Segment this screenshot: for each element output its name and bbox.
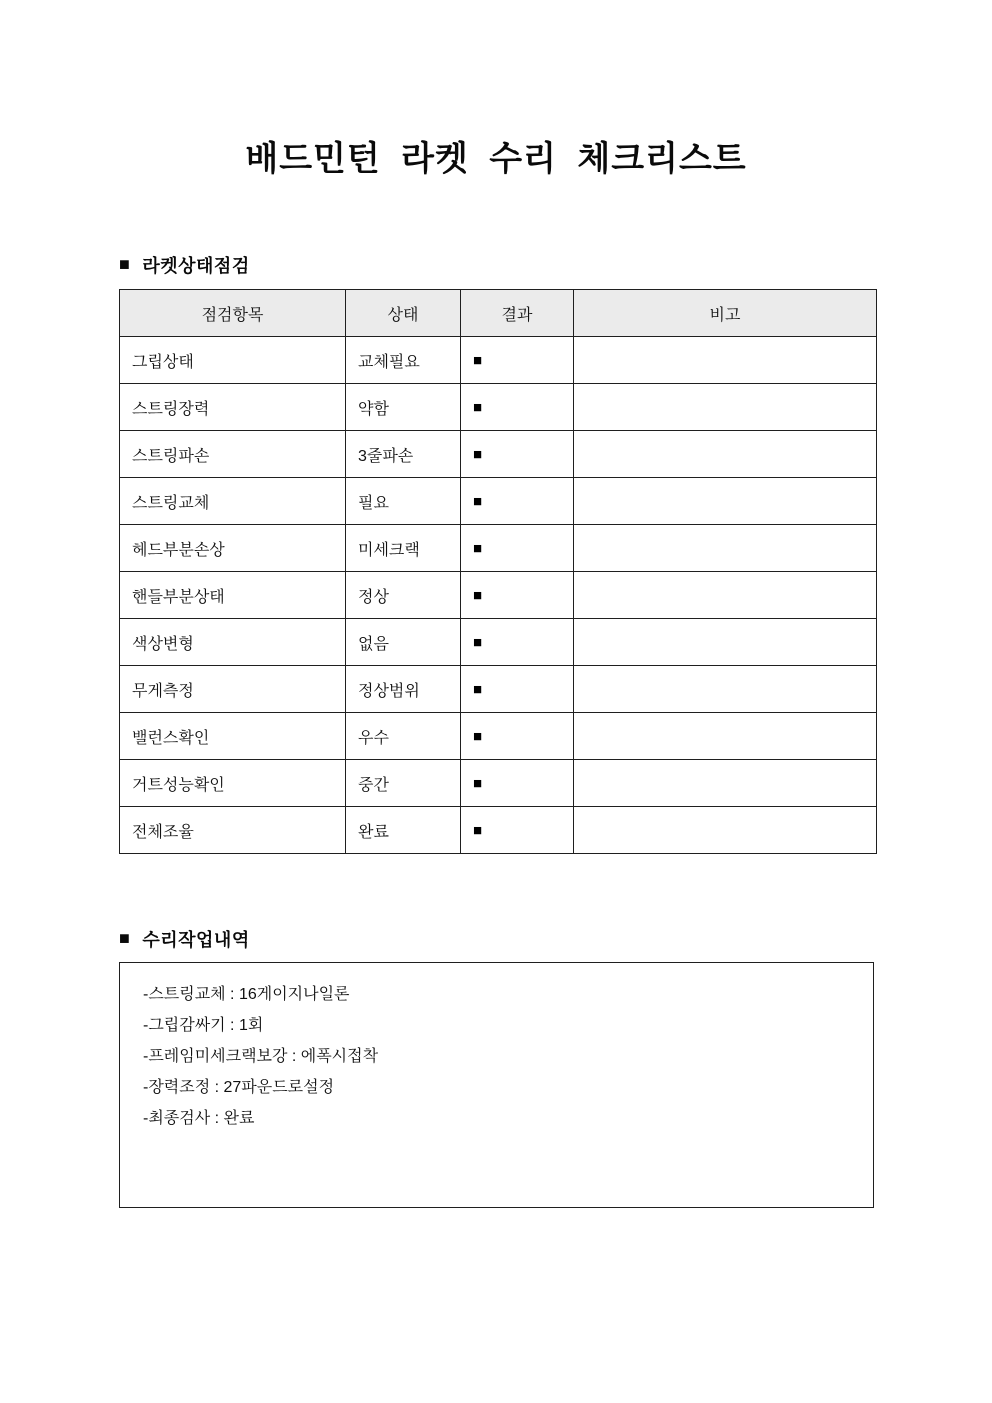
cell-inspection-item: 거트성능확인	[120, 760, 346, 807]
cell-result	[461, 478, 574, 525]
cell-note	[574, 713, 877, 760]
filled-square-checkbox-icon: ■	[473, 540, 483, 557]
cell-inspection-item: 스트링장력	[120, 384, 346, 431]
repair-line-item: -스트링교체 : 16게이지나일론	[143, 986, 350, 1003]
table-row	[120, 384, 877, 431]
filled-square-checkbox-icon: ■	[473, 399, 483, 416]
filled-square-checkbox-icon: ■	[473, 681, 483, 698]
repair-details-box	[119, 962, 874, 1208]
column-header-result: 결과	[461, 290, 574, 337]
cell-inspection-item: 전체조율	[120, 807, 346, 854]
cell-result	[461, 572, 574, 619]
cell-inspection-item: 스트링교체	[120, 478, 346, 525]
cell-status: 미세크랙	[346, 525, 461, 572]
cell-status: 없음	[346, 619, 461, 666]
cell-note	[574, 478, 877, 525]
cell-note	[574, 666, 877, 713]
cell-result	[461, 431, 574, 478]
cell-inspection-item: 무게측정	[120, 666, 346, 713]
cell-note	[574, 431, 877, 478]
table-row	[120, 525, 877, 572]
cell-status: 교체필요	[346, 337, 461, 384]
cell-note	[574, 807, 877, 854]
cell-note	[574, 760, 877, 807]
cell-status: 완료	[346, 807, 461, 854]
cell-status: 우수	[346, 713, 461, 760]
filled-square-checkbox-icon: ■	[473, 352, 483, 369]
table-row	[120, 337, 877, 384]
cell-note	[574, 572, 877, 619]
cell-inspection-item: 밸런스확인	[120, 713, 346, 760]
cell-inspection-item: 색상변형	[120, 619, 346, 666]
cell-note	[574, 337, 877, 384]
table-row	[120, 431, 877, 478]
cell-status: 필요	[346, 478, 461, 525]
square-bullet-icon: ■	[119, 254, 131, 274]
cell-inspection-item: 스트링파손	[120, 431, 346, 478]
filled-square-checkbox-icon: ■	[473, 493, 483, 510]
column-header-note: 비고	[574, 290, 877, 337]
cell-status: 3줄파손	[346, 431, 461, 478]
filled-square-checkbox-icon: ■	[473, 634, 483, 651]
table-row	[120, 572, 877, 619]
cell-result	[461, 807, 574, 854]
cell-note	[574, 384, 877, 431]
cell-result	[461, 384, 574, 431]
cell-note	[574, 619, 877, 666]
section-heading-inspection	[119, 252, 250, 278]
filled-square-checkbox-icon: ■	[473, 587, 483, 604]
table-row	[120, 666, 877, 713]
square-bullet-icon: ■	[119, 928, 131, 948]
cell-result	[461, 713, 574, 760]
table-row	[120, 478, 877, 525]
repair-line-item: -그립감싸기 : 1회	[143, 1017, 264, 1034]
filled-square-checkbox-icon: ■	[473, 728, 483, 745]
column-header-status: 상태	[346, 290, 461, 337]
filled-square-checkbox-icon: ■	[473, 822, 483, 839]
cell-result	[461, 619, 574, 666]
repair-line-item: -장력조정 : 27파운드로설정	[143, 1079, 335, 1096]
repair-lines-container	[143, 979, 855, 1134]
filled-square-checkbox-icon: ■	[473, 446, 483, 463]
document-title: 배드민턴 라켓 수리 체크리스트	[245, 140, 747, 178]
cell-note	[574, 525, 877, 572]
table-row	[120, 713, 877, 760]
table-header-row	[120, 290, 877, 337]
inspection-table	[119, 289, 877, 854]
section-heading-inspection-label: 라켓상태점검	[142, 256, 250, 276]
cell-result	[461, 337, 574, 384]
section-heading-repair	[119, 926, 250, 952]
cell-inspection-item: 헤드부분손상	[120, 525, 346, 572]
repair-line-item: -프레임미세크랙보강 : 에폭시접착	[143, 1048, 379, 1065]
repair-line-item: -최종검사 : 완료	[143, 1110, 255, 1127]
cell-inspection-item: 핸들부분상태	[120, 572, 346, 619]
section-heading-repair-label: 수리작업내역	[142, 930, 250, 950]
cell-result	[461, 760, 574, 807]
column-header-item: 점검항목	[120, 290, 346, 337]
cell-result	[461, 525, 574, 572]
cell-status: 정상범위	[346, 666, 461, 713]
filled-square-checkbox-icon: ■	[473, 775, 483, 792]
cell-result	[461, 666, 574, 713]
cell-status: 중간	[346, 760, 461, 807]
cell-status: 정상	[346, 572, 461, 619]
table-row	[120, 619, 877, 666]
cell-inspection-item: 그립상태	[120, 337, 346, 384]
table-row	[120, 807, 877, 854]
table-row	[120, 760, 877, 807]
cell-status: 약함	[346, 384, 461, 431]
